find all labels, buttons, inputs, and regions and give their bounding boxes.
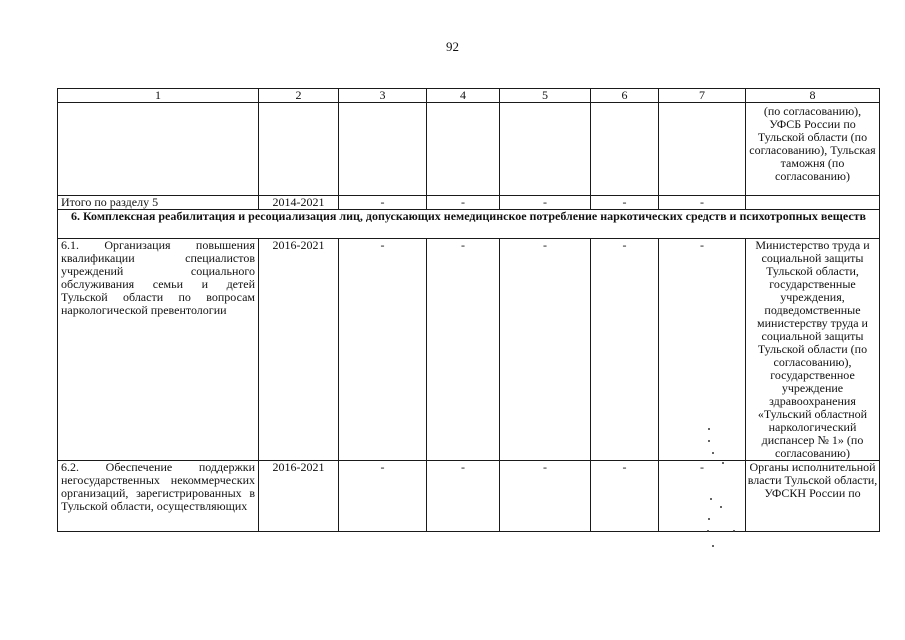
cell-total-value-6: - (591, 196, 659, 210)
cell-value-7 (659, 103, 746, 196)
cell-6-2-value-4: - (427, 461, 500, 532)
cell-total-value-4: - (427, 196, 500, 210)
program-table (57, 88, 880, 532)
table-row-total (58, 196, 880, 210)
cell-6-2-executor (746, 461, 880, 532)
page-number: 92 (446, 39, 459, 54)
cell-6-2-period: 2016-2021 (259, 461, 339, 532)
header-col-7: 7 (659, 89, 746, 103)
cell-6-1-value-6: - (591, 239, 659, 461)
cell-6-2-value-3: - (339, 461, 427, 532)
cell-value-5 (500, 103, 591, 196)
cell-6-1-value-7: - (659, 239, 746, 461)
cell-6-2-activity (58, 461, 259, 532)
cell-6-2-value-5: - (500, 461, 591, 532)
cell-activity (58, 103, 259, 196)
cell-total-executor (746, 196, 880, 210)
cell-6-2-activity-text: 6.2. Обеспечение поддержки негосударственных некоммерческих организаций, зарегистрированных в Тульской области, осуществляющих (61, 461, 255, 513)
cell-total-value-3: - (339, 196, 427, 210)
header-row (58, 89, 880, 103)
cell-total-value-5: - (500, 196, 591, 210)
header-col-4: 4 (427, 89, 500, 103)
section-6-row (58, 210, 880, 239)
cell-value-3 (339, 103, 427, 196)
header-col-8: 8 (746, 89, 880, 103)
header-col-5: 5 (500, 89, 591, 103)
cell-value-4 (427, 103, 500, 196)
cell-6-1-executor: Министерство труда и социальной защиты Тульской области, государственные учреждения, подведомственные министерству труда и социальной защиты Тульской области (по согласованию), государственное учреждение здравоохранения «Тульский областной наркологический диспансер № 1» (по согласованию) (746, 239, 880, 461)
cell-total-value-7: - (659, 196, 746, 210)
cell-total-period: 2014-2021 (259, 196, 339, 210)
table-row-continuation (58, 103, 880, 196)
cell-6-2-value-7: - (659, 461, 746, 532)
cell-6-1-value-4: - (427, 239, 500, 461)
cell-value-6 (591, 103, 659, 196)
cell-6-2-executor-text: Органы исполнительной власти Тульской области, УФСКН России по (747, 461, 878, 500)
section-6-title: 6. Комплексная реабилитация и ресоциализация лиц, допускающих немедицинское потребление наркотических средств и психотропных веществ (58, 210, 880, 239)
cell-6-1-value-3: - (339, 239, 427, 461)
table-row-6-2 (58, 461, 880, 532)
cell-6-1-period: 2016-2021 (259, 239, 339, 461)
header-col-2: 2 (259, 89, 339, 103)
table-row-6-1 (58, 239, 880, 461)
cell-6-2-value-6: - (591, 461, 659, 532)
cell-period (259, 103, 339, 196)
header-col-3: 3 (339, 89, 427, 103)
header-col-1: 1 (58, 89, 259, 103)
cell-6-1-value-5: - (500, 239, 591, 461)
cell-total-label: Итого по разделу 5 (58, 196, 259, 210)
header-col-6: 6 (591, 89, 659, 103)
cell-6-1-activity: 6.1. Организация повышения квалификации специалистов учреждений социального обслуживания семьи и детей Тульской области по вопросам наркологической превентологии (58, 239, 259, 461)
cell-executor: (по согласованию), УФСБ России по Тульской области (по согласованию), Тульская таможня (по согласованию) (746, 103, 880, 196)
